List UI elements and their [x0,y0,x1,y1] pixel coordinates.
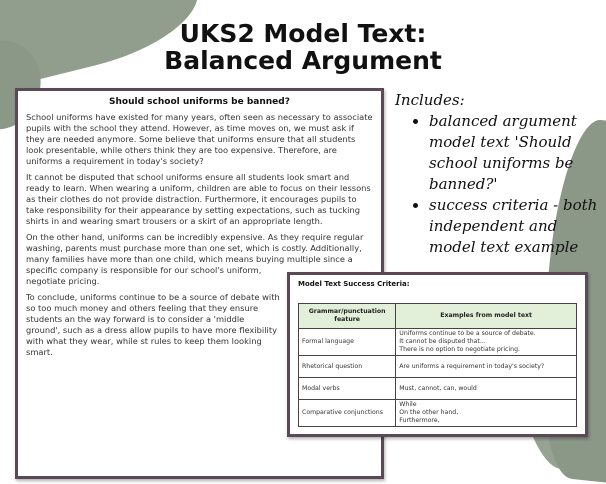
table-row [299,400,577,427]
paragraph: On the other hand, uniforms can be incredibly expensive. As they require regular washing, parents must purchase more than one set, which is costly. Additionally, many families have more than one child, which means buying multiple since a specific company is responsible for our school's uniform, negotiate pricing. [26,232,364,286]
page-title [0,20,606,74]
document-heading: Should school uniforms be banned? [109,97,290,107]
feature-cell: Modal verbs [299,378,396,400]
criteria-table [298,303,577,427]
includes-list [395,90,600,258]
feature-cell: Comparative conjunctions [299,400,396,427]
includes-item: • success criteria - both independent and model text example [429,195,600,258]
example-cell: Uniforms continue to be a source of debate. It cannot be disputed that... There is no option to negotiate pricing. [396,329,577,356]
column-header: Grammar/punctuation feature [299,304,396,329]
includes-item: • balanced argument model text 'Should school uniforms be banned?' [429,111,600,195]
paragraph: To conclude, uniforms continue to be a source of debate with so too much money and others feeling that they ensure students an the way forward is to consider a 'middle ground', such as a dress allow pupils to have more flexibility with what they wear, while st rules to keep them looking smart. [26,292,280,357]
criteria-title: Model Text Success Criteria: [298,280,410,288]
table-row [299,378,577,400]
includes-heading: Includes: [395,91,465,109]
success-criteria-card [287,272,588,437]
column-header: Examples from model text [396,304,577,329]
feature-cell: Rhetorical question [299,356,396,378]
table-row [299,356,577,378]
paragraph: It cannot be disputed that school uniforms ensure all students look smart and ready to learn. When wearing a uniform, children are able to focus on their lessons as their clothes do not provide distraction. Furthermore, it encourages pupils to take responsibility for their appearance by setting expectations, such as tucking shirts in and wearing smart trousers or a skirt of an appropriate length. [26,172,371,226]
example-cell: Are uniforms a requirement in today's society? [396,356,577,378]
title-line: UKS2 Model Text: [179,19,427,48]
paragraph: School uniforms have existed for many years, often seen as necessary to associate pupils with the school they attend. However, as time moves on, we must ask if they are needed anymore. Some believe that uniforms ensure that all students look presentable, while others think they are too expensive. Therefore, are uniforms a requirement in today's society? [26,112,373,166]
title-line: Balanced Argument [164,46,442,75]
example-cell: Must, cannot, can, would [396,378,577,400]
table-row [299,329,577,356]
feature-cell: Formal language [299,329,396,356]
example-cell: While On the other hand, Furthermore, [396,400,577,427]
